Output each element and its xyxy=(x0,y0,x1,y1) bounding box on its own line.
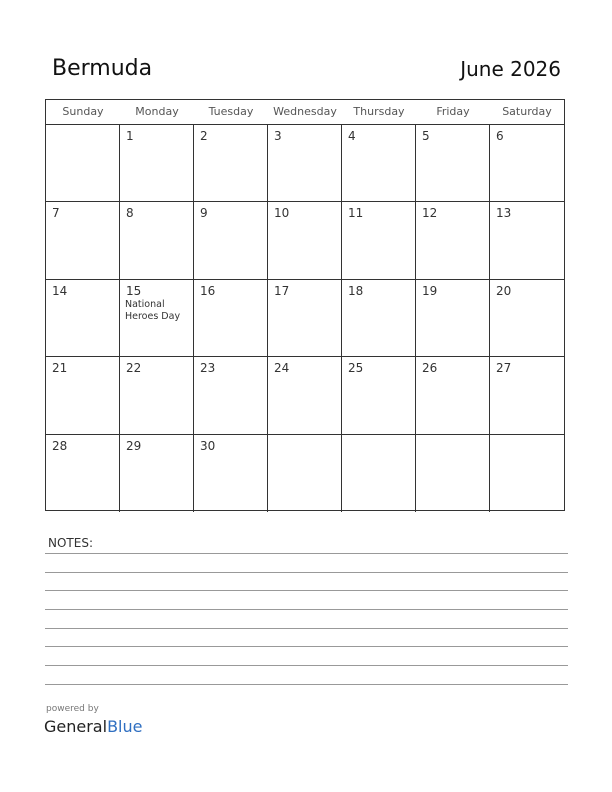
day-number: 14 xyxy=(52,283,68,298)
brand-blue: Blue xyxy=(107,717,143,736)
day-cell xyxy=(490,202,564,279)
empty-day-cell xyxy=(268,435,342,512)
day-cell xyxy=(268,280,342,357)
note-line xyxy=(45,646,568,647)
day-number: 28 xyxy=(52,438,68,453)
day-cell xyxy=(46,435,120,512)
day-number: 1 xyxy=(126,129,134,143)
day-cell xyxy=(416,202,490,279)
day-number: 26 xyxy=(422,361,438,376)
day-cell xyxy=(342,357,416,434)
day-number: 13 xyxy=(496,206,512,221)
day-number: 21 xyxy=(52,361,68,376)
day-cell xyxy=(120,125,194,202)
weekday-thursday: Thursday xyxy=(353,105,405,118)
brand-general: General xyxy=(44,717,108,736)
day-cell xyxy=(120,280,194,357)
day-number: 11 xyxy=(348,206,364,221)
weekday-header-row xyxy=(46,100,564,125)
day-cell xyxy=(46,202,120,279)
day-number: 10 xyxy=(274,206,290,221)
holiday-label: National Heroes Day xyxy=(125,298,181,322)
day-number: 27 xyxy=(496,361,512,376)
calendar-body xyxy=(46,125,564,512)
weekday-wednesday: Wednesday xyxy=(273,105,337,118)
day-cell xyxy=(194,202,268,279)
day-cell xyxy=(342,125,416,202)
calendar-header xyxy=(0,0,612,100)
country-title: Bermuda xyxy=(52,56,153,81)
weekday-monday: Monday xyxy=(135,105,179,118)
day-cell xyxy=(342,280,416,357)
day-number: 12 xyxy=(422,206,438,221)
day-cell xyxy=(194,357,268,434)
day-number: 4 xyxy=(348,129,356,143)
day-number: 3 xyxy=(274,129,282,143)
day-number: 2 xyxy=(200,129,208,143)
day-number: 15 xyxy=(126,283,142,298)
day-number: 9 xyxy=(200,206,208,221)
note-line xyxy=(45,684,568,685)
day-cell xyxy=(194,125,268,202)
day-number: 8 xyxy=(126,206,134,221)
day-cell xyxy=(268,357,342,434)
weekday-friday: Friday xyxy=(436,105,470,118)
powered-by-text: powered by xyxy=(46,704,99,714)
note-line xyxy=(45,572,568,573)
day-number: 22 xyxy=(126,361,142,376)
day-number: 16 xyxy=(200,283,216,298)
note-line xyxy=(45,665,568,666)
weekday-saturday: Saturday xyxy=(502,105,552,118)
day-cell xyxy=(416,125,490,202)
day-cell xyxy=(416,280,490,357)
empty-day-cell xyxy=(490,435,564,512)
day-number: 29 xyxy=(126,438,142,453)
day-number: 5 xyxy=(422,129,430,143)
empty-day-cell xyxy=(416,435,490,512)
day-cell xyxy=(490,125,564,202)
calendar-grid xyxy=(45,99,565,511)
empty-day-cell xyxy=(342,435,416,512)
day-cell xyxy=(194,280,268,357)
day-cell xyxy=(268,125,342,202)
weekday-sunday: Sunday xyxy=(62,105,104,118)
day-cell xyxy=(120,202,194,279)
day-number: 25 xyxy=(348,361,364,376)
note-line xyxy=(45,609,568,610)
day-number: 24 xyxy=(274,361,290,376)
weekday-tuesday: Tuesday xyxy=(208,105,254,118)
day-number: 17 xyxy=(274,283,290,298)
day-number: 7 xyxy=(52,206,60,221)
day-cell xyxy=(120,435,194,512)
empty-day-cell xyxy=(46,125,120,202)
day-cell xyxy=(194,435,268,512)
day-cell xyxy=(342,202,416,279)
day-cell xyxy=(490,280,564,357)
day-number: 20 xyxy=(496,283,512,298)
note-line xyxy=(45,553,568,554)
note-line xyxy=(45,590,568,591)
day-cell xyxy=(120,357,194,434)
day-number: 23 xyxy=(200,361,216,376)
day-cell xyxy=(490,357,564,434)
notes-label: NOTES: xyxy=(48,536,93,550)
day-number: 6 xyxy=(496,129,504,143)
day-number: 30 xyxy=(200,438,216,453)
day-number: 18 xyxy=(348,283,364,298)
month-year-title: June 2026 xyxy=(460,57,561,81)
day-cell xyxy=(268,202,342,279)
day-cell xyxy=(46,357,120,434)
day-cell xyxy=(416,357,490,434)
note-line xyxy=(45,628,568,629)
day-cell xyxy=(46,280,120,357)
day-number: 19 xyxy=(422,283,438,298)
brand-name xyxy=(44,717,142,736)
